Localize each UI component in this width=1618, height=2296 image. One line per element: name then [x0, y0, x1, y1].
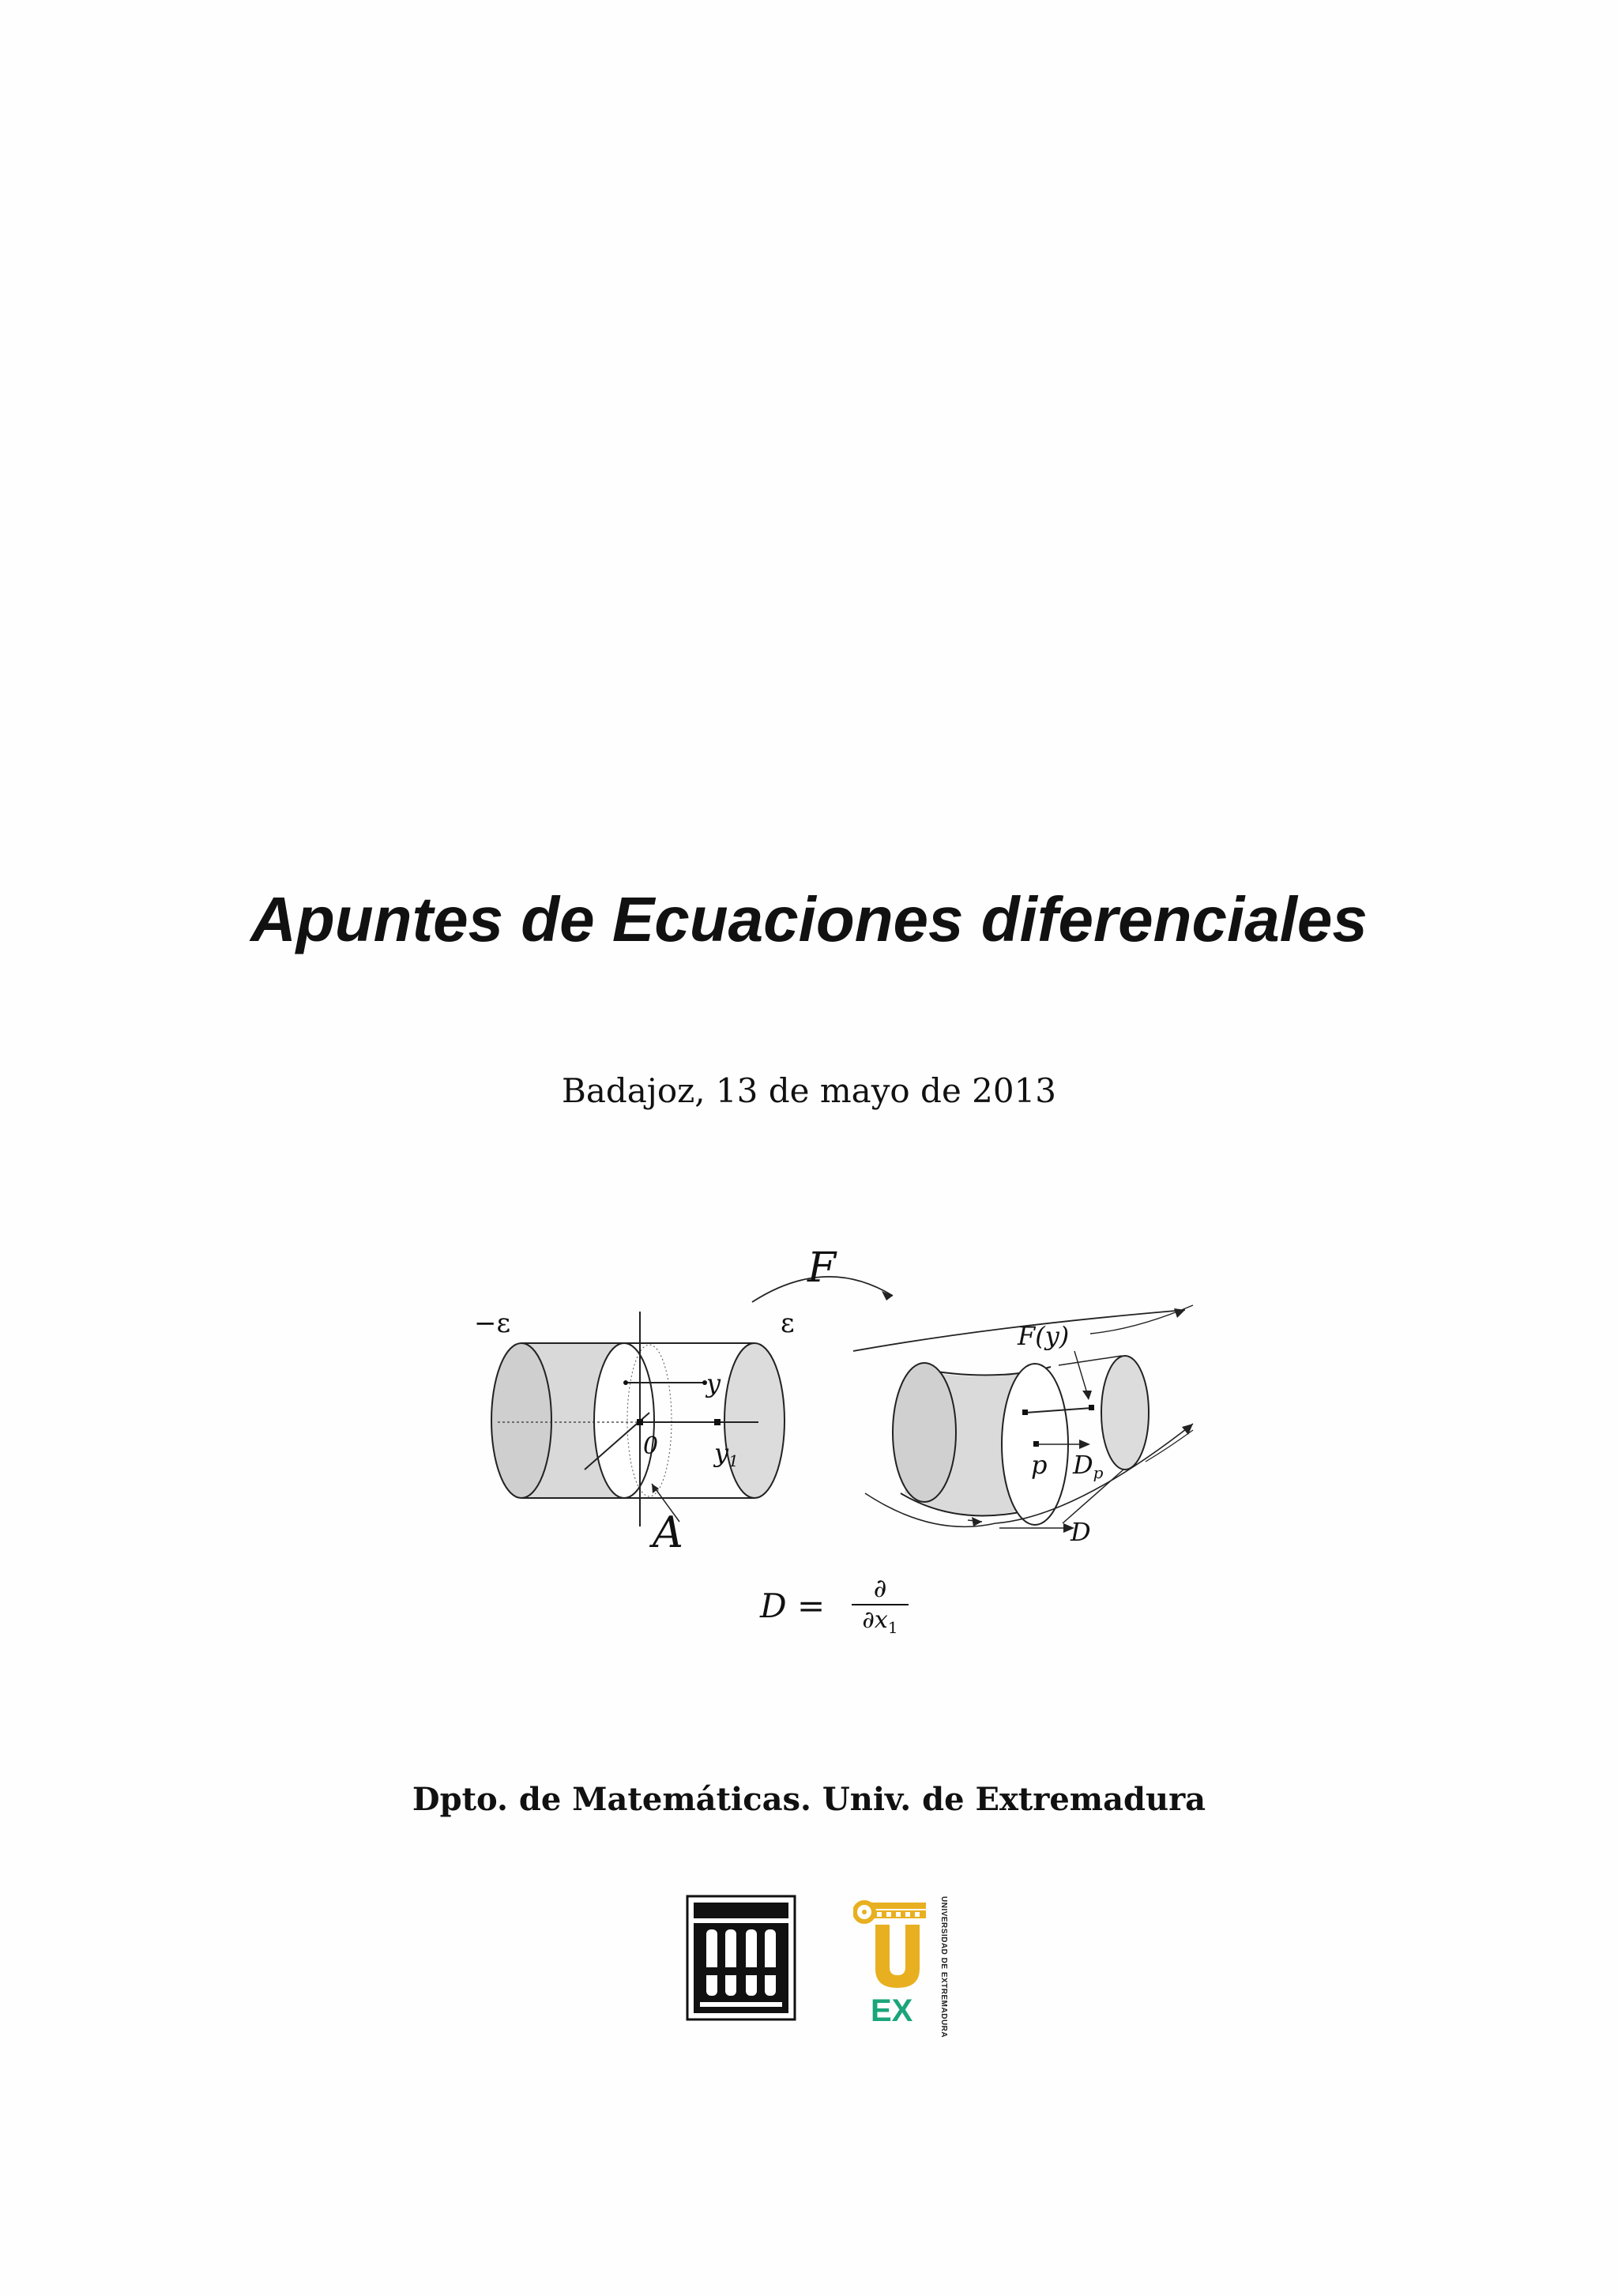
department-logo [686, 1895, 796, 2021]
label-p: p [1031, 1450, 1048, 1480]
formula-lhs: D = [760, 1586, 826, 1625]
tubular-flow-figure [442, 1233, 1201, 1564]
label-zero: 0 [643, 1432, 659, 1460]
label-map-F: F [807, 1244, 837, 1292]
formula-numerator: ∂ [873, 1573, 887, 1603]
label-y: y [706, 1368, 721, 1398]
formula-fraction [852, 1574, 909, 1641]
label-epsilon: ε [781, 1308, 795, 1339]
label-y1: y1 [714, 1438, 739, 1470]
label-F-of-y: F(y) [1018, 1321, 1070, 1351]
label-neg-epsilon: −ε [474, 1308, 511, 1339]
document-date: Badajoz, 13 de mayo de 2013 [561, 1071, 1057, 1110]
label-D-p: Dp [1073, 1450, 1104, 1482]
uex-letters: EX [871, 1993, 913, 2025]
department-name: Dpto. de Matemáticas. Univ. de Extremadura [412, 1781, 1206, 1818]
derivative-formula [751, 1572, 909, 1643]
label-D: D [1071, 1517, 1091, 1547]
label-A: A [653, 1507, 683, 1557]
left-cylinder [491, 1312, 785, 1526]
uex-vertical-text: UNIVERSIDAD DE EXTREMADURA [939, 1896, 948, 2038]
document-title: Apuntes de Ecuaciones diferenciales [250, 884, 1368, 954]
fraction-bar [852, 1604, 909, 1605]
formula-denominator: $\partial x_1$ [862, 1606, 898, 1637]
